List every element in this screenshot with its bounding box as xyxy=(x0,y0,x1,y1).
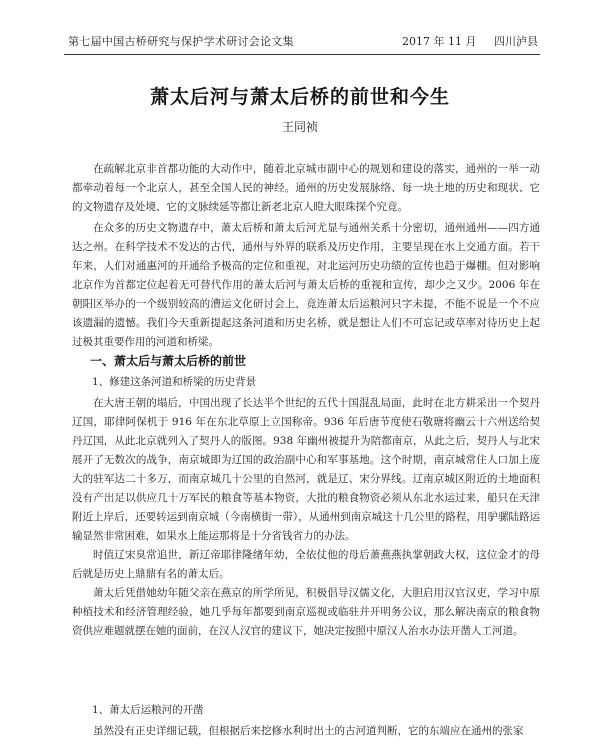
paragraph: 时值辽宋臭常追世，新辽帝耶律隆绪年幼，全依仗他的母后萧燕燕执掌朝政大权，这位金才的母后就是历史上鼎鼎有名的萧太后。 xyxy=(72,549,540,580)
sub-heading: 1、萧太后运粮河的开凿 xyxy=(92,704,204,716)
sub-heading: 1、修建这条河道和桥梁的历史背景 xyxy=(92,376,257,388)
paragraph: 在疏解北京非首都功能的大动作中，随着北京城市副中心的规划和建设的落实，通州的一举一动都牵动着每一个北京人，甚至全国人民的神经。通州的历史发展脉络、每一块土地的历史和现状、它的文物遗存及处境、它的文脉续延等都让新老北京人瞪大眼珠探个究竟。 xyxy=(72,163,540,213)
intro-text xyxy=(72,160,540,352)
header-proceedings-title: 第七届中国古桥研究与保护学术研讨会论文集 xyxy=(68,35,294,48)
running-header xyxy=(68,34,538,50)
article-title: 萧太后河与萧太后桥的前世和今生 xyxy=(149,86,450,108)
header-date: 2017 年 11 月 xyxy=(402,35,477,48)
paragraph: 虽然没有正史详细记载，但根据后来挖修水利时出土的古河道判断，它的东端应在通州的张家 xyxy=(93,725,524,737)
paragraph: 在大唐王朝的塌后，中国出现了长达半个世纪的五代十国混乱局面，此时在北方耕采出一个契丹辽国，耶律阿保机于 916 年在东北草原上立国称帝。936 年后唐节度使石敬瑭将幽云十六州送给契丹辽国，从此北京就列入了契丹人的版图。938 年幽州被提升为陪都南京，从此之后，契丹人与北宋展开了无数次的战争，南京城即为辽国的政治副中心和军事基地。这个时期，南京城常住人口加上庞大的驻军达二十多万，而南京城几十公里的自然河，就是辽、宋分界线。辽南京城区附近的土地面积没有产出足以供应几十万军民的粮食等基本物资，大批的粮食物资必须从东北水运过来，船只在天津附近上岸后，还要转运到南京城（今南横街一带），从通州到南京城这十几公里的路程，用驴骡陆路运输显然非常困难，如果水上能运那将是十分省钱省力的办法。 xyxy=(72,397,540,542)
section-heading: 一、萧太后与萧太后桥的前世 xyxy=(90,354,247,368)
article-author: 王同祯 xyxy=(281,120,318,134)
header-place: 四川泸县 xyxy=(494,35,538,48)
section-text xyxy=(72,722,540,741)
paragraph: 萧太后凭借她幼年随父亲在燕京的所学所见，积极倡导汉儒文化，大胆启用汉官汉吏，学习中原种植技术和经济管理经验，她几乎每年都要到南京巡视或临驻并开明务公议，那么解决南京的粮食物资供应难题就摆在她的面前，在汉人汉官的建议下，她决定按照中原汉人治水办法开凿人工河道。 xyxy=(72,587,540,637)
header-meta xyxy=(388,34,538,50)
section-text xyxy=(72,394,540,641)
header-divider xyxy=(64,54,540,55)
paragraph: 在众多的历史文物遗存中，萧太后桥和萧太后河尤显与通州关系十分密切，通州通州——四方通达之州。在科学技术不发达的古代，通州与外界的联系及历史作用，主要呈现在水上交通方面。若干年来，人们对通惠河的开通给予极高的定位和重视，对北运河历史功绩的宣传也趋于爆棚。但对影响北京作为首都定位起着无可替代作用的萧太后河与萧太后桥的重视和宣传，却少之又少。2006 年在朝阳区举办的一个级别较高的漕运文化研讨会上，竟连萧太后运粮河只字未提，不能不说是一个不应该遗漏的遗憾。我们今天重新提起这条河道和历史名桥，就是想让人们不可忘记或草率对待历史上起过极其重要作用的河道和桥梁。 xyxy=(72,222,540,348)
